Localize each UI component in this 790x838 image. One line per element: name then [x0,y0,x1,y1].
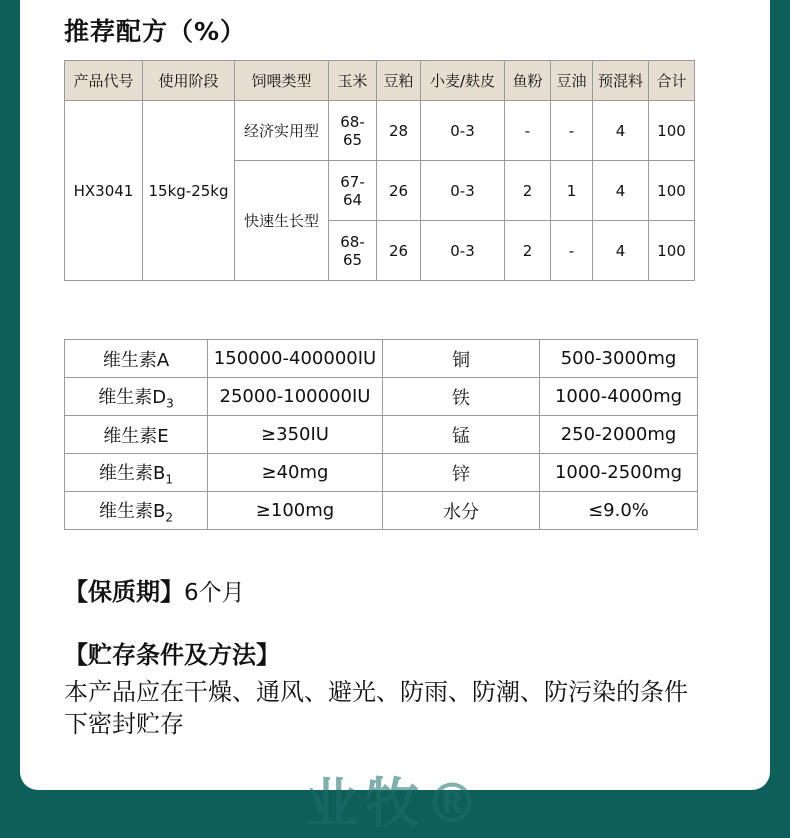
storage-block [64,635,730,741]
storage-text: 本产品应在干燥、通风、避光、防雨、防潮、防污染的条件下密封贮存 [64,678,688,739]
vitamin-name-main: 维生素D [98,386,167,408]
shelf-life-block [64,572,730,607]
cell-mineral-value: 250-2000mg [540,416,698,454]
cell-mineral-value: ≤9.0% [540,492,698,530]
cell-feed-type: 经济实用型 [235,101,329,161]
storage-label: 【贮存条件及方法】 [64,641,280,669]
recommended-formula-table [64,60,695,281]
cell-fish-meal: 2 [505,221,551,281]
cell-soy-oil: 1 [551,161,593,221]
vitamin-name-subscript: 1 [165,472,173,487]
cell-vitamin-value: ≥40mg [208,454,383,492]
cell-vitamin-value: ≥100mg [208,492,383,530]
nutrient-table [64,339,698,530]
col-corn: 玉米 [329,61,377,101]
col-premix: 预混料 [593,61,649,101]
col-fish-meal: 鱼粉 [505,61,551,101]
cell-fish-meal: - [505,101,551,161]
cell-vitamin-value: 25000-100000IU [208,378,383,416]
cell-mineral-value: 500-3000mg [540,340,698,378]
cell-fish-meal: 2 [505,161,551,221]
cell-soybean-meal: 28 [377,101,421,161]
cell-premix: 4 [593,221,649,281]
cell-mineral-name: 锰 [383,416,540,454]
col-soy-oil: 豆油 [551,61,593,101]
cell-premix: 4 [593,101,649,161]
product-detail-page [20,0,770,790]
table-row [65,416,698,454]
vitamin-name-main: 维生素B [99,462,166,484]
table-row [65,492,698,530]
cell-corn: 68-65 [329,101,377,161]
cell-vitamin-name [65,454,208,492]
table-header-row [65,61,695,101]
cell-mineral-name: 锌 [383,454,540,492]
cell-wheat-bran: 0-3 [421,161,505,221]
cell-stage: 15kg-25kg [143,101,235,281]
table-row [65,101,695,161]
cell-mineral-value: 1000-2500mg [540,454,698,492]
cell-wheat-bran: 0-3 [421,221,505,281]
cell-total: 100 [649,221,695,281]
cell-vitamin-value: ≥350IU [208,416,383,454]
vitamin-name-subscript: 2 [165,510,173,525]
table-row [65,340,698,378]
cell-soybean-meal: 26 [377,221,421,281]
vitamin-name-subscript: 3 [166,396,174,411]
page-title: 推荐配方（%） [64,17,247,46]
cell-soy-oil: - [551,221,593,281]
cell-wheat-bran: 0-3 [421,101,505,161]
col-total: 合计 [649,61,695,101]
cell-vitamin-name: 维生素E [65,416,208,454]
col-product-code: 产品代号 [65,61,143,101]
cell-product-code: HX3041 [65,101,143,281]
table-row [65,378,698,416]
cell-total: 100 [649,101,695,161]
cell-vitamin-name: 维生素A [65,340,208,378]
cell-total: 100 [649,161,695,221]
cell-soybean-meal: 26 [377,161,421,221]
cell-corn: 67-64 [329,161,377,221]
page-content [64,0,730,741]
cell-mineral-name: 铜 [383,340,540,378]
cell-soy-oil: - [551,101,593,161]
vitamin-name-main: 维生素B [99,500,166,522]
cell-vitamin-name [65,492,208,530]
cell-vitamin-value: 150000-400000IU [208,340,383,378]
cell-feed-type: 快速生长型 [235,161,329,281]
cell-mineral-name: 铁 [383,378,540,416]
shelf-life-label: 【保质期】 [64,578,184,606]
col-feed-type: 饲喂类型 [235,61,329,101]
col-stage: 使用阶段 [143,61,235,101]
cell-mineral-value: 1000-4000mg [540,378,698,416]
cell-premix: 4 [593,161,649,221]
cell-mineral-name: 水分 [383,492,540,530]
cell-vitamin-name [65,378,208,416]
table-row [65,454,698,492]
cell-corn: 68-65 [329,221,377,281]
col-soybean-meal: 豆粕 [377,61,421,101]
brand-watermark: 业牧® [305,772,485,835]
shelf-life-value: 6个月 [184,580,245,606]
col-wheat-bran: 小麦/麸皮 [421,61,505,101]
